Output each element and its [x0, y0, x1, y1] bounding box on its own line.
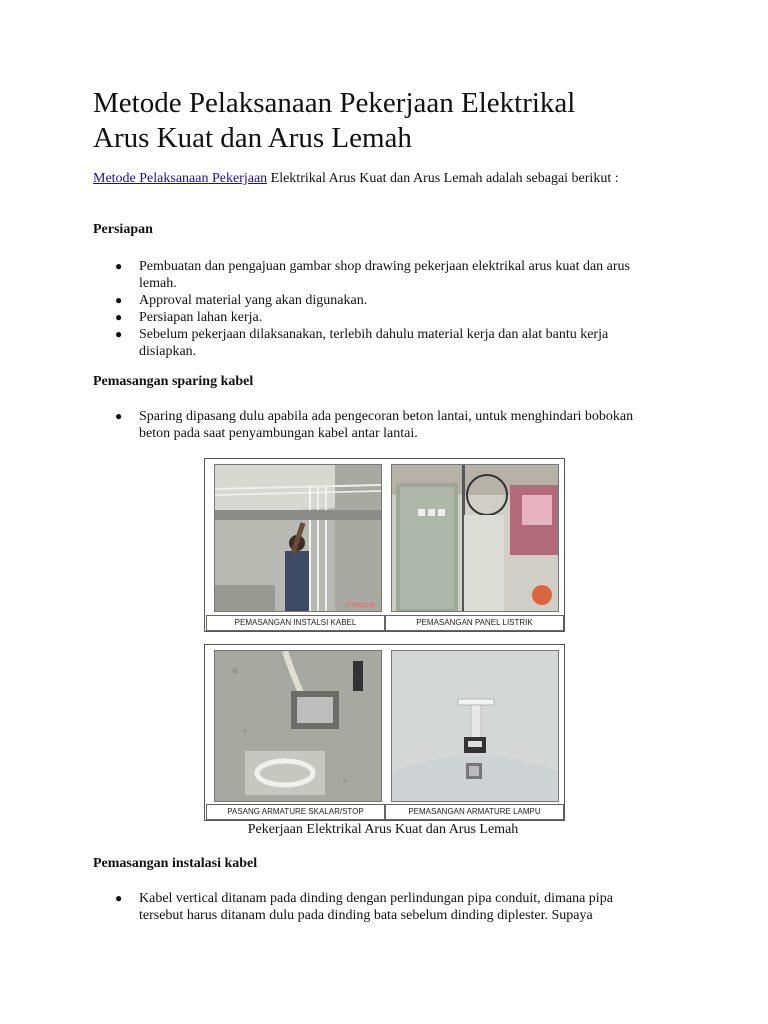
photo-caption-3: PASANG ARMATURE SKALAR/STOP [206, 804, 385, 820]
list-item: ● Persiapan lahan kerja. [115, 310, 263, 325]
photo-caption-1: PEMASANGAN INSTALSI KABEL [206, 615, 385, 631]
section-heading-instalasi: Pemasangan instalasi kabel [93, 856, 258, 871]
sparing-list [93, 408, 658, 442]
photo-switch-box [214, 650, 382, 802]
figure-panel-top [204, 458, 565, 632]
instalasi-list [93, 890, 658, 924]
list-item: ● Sebelum pekerjaan dilaksanakan, terlebih dahulu material kerja dan alat bantu kerja disiapkan. [115, 327, 609, 359]
figure-panel-bottom [204, 644, 565, 821]
list-item: ● Pembuatan dan pengajuan gambar shop drawing pekerjaan elektrikal arus kuat dan arus lemah. [115, 259, 630, 291]
intro-link[interactable]: Metode Pelaksanaan Pekerjaan [93, 171, 268, 186]
list-item: ● Approval material yang akan digunakan. [115, 293, 368, 308]
photo-lamp-armature [391, 650, 559, 802]
list-item: ● Kabel vertical ditanam pada dinding dengan perlindungan pipa conduit, dimana pipa tersebut harus ditanam dulu pada dinding bata sebelum dinding diplester. Supaya [115, 891, 613, 923]
list-item: ● Sparing dipasang dulu apabila ada pengecoran beton lantai, untuk menghindari bobokan beton pada saat penyambungan kabel antar lantai. [115, 409, 634, 441]
photo-electrical-panel [391, 464, 559, 612]
intro-paragraph [93, 170, 653, 188]
section-heading-persiapan: Persiapan [93, 222, 153, 237]
photo-caption-2: PEMASANGAN PANEL LISTRIK [385, 615, 564, 631]
photo-caption-4: PEMASANGAN ARMATURE LAMPU [385, 804, 564, 820]
persiapan-list [93, 258, 658, 360]
page-title: Metode Pelaksanaan Pekerjaan Elektrikal Arus Kuat dan Arus Lemah [93, 87, 576, 154]
figure-caption: Pekerjaan Elektrikal Arus Kuat dan Arus Lemah [247, 822, 519, 837]
photo-date-stamp: 07/05/2018 [344, 603, 375, 609]
section-heading-sparing: Pemasangan sparing kabel [93, 374, 254, 389]
intro-text: Elektrikal Arus Kuat dan Arus Lemah adalah sebagai berikut : [267, 171, 619, 186]
photo-cable-installation [214, 464, 382, 612]
